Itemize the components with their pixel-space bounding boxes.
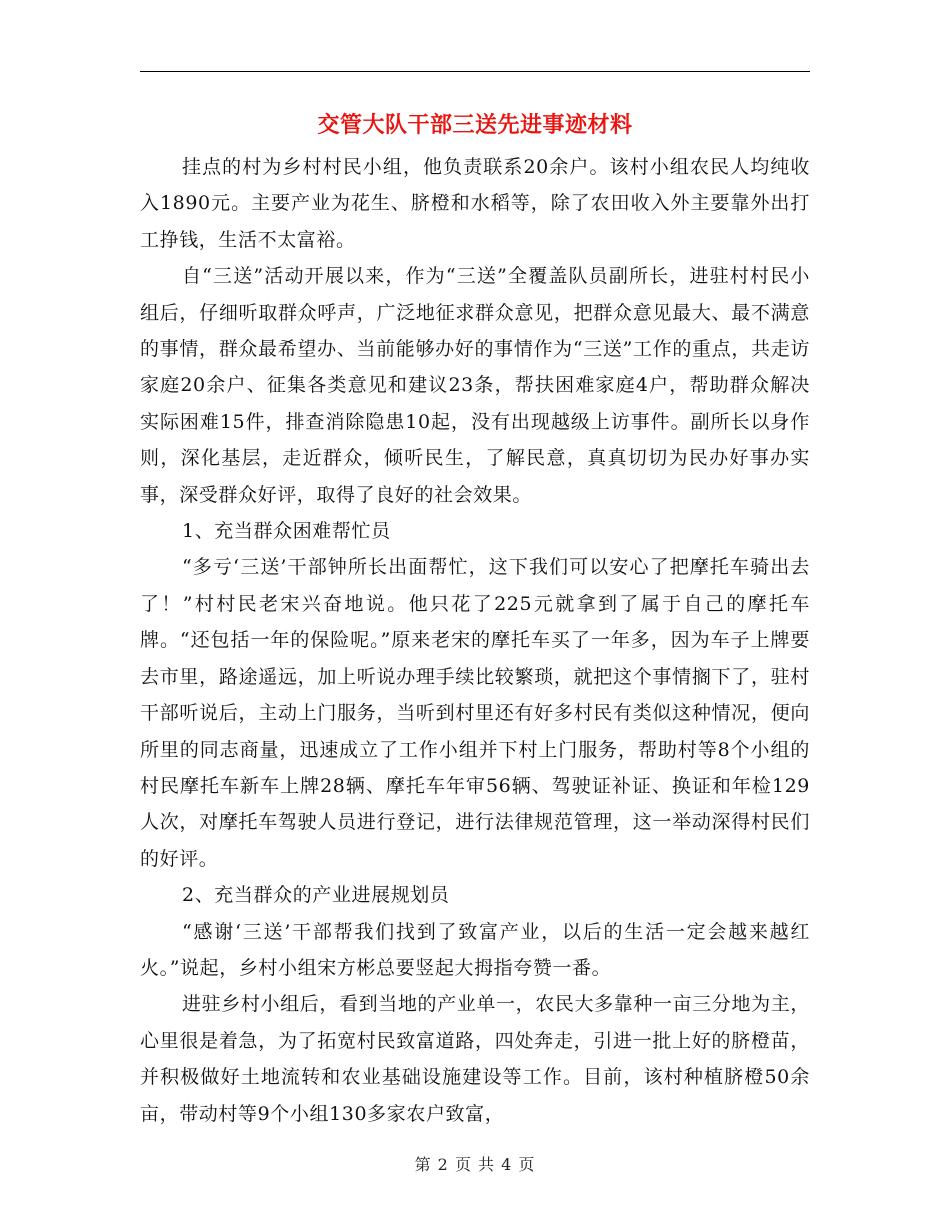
document-body	[140, 149, 810, 1132]
section-heading-helper: 1、充当群众困难帮忙员	[182, 520, 391, 543]
section-heading-industry-planner: 2、充当群众的产业进展规划员	[182, 884, 450, 907]
paragraph-village-overview: 挂点的村为乡村村民小组，他负责联系20余户。该村小组农民人均纯收入1890元。主要产业为花生、脐橙和水稻等，除了农田收入外主要靠外出打工挣钱，生活不太富裕。	[140, 156, 810, 251]
paragraph-motorcycle-plates: “多亏‘三送’干部钟所长出面帮忙，这下我们可以安心了把摩托车骑出去了！”村村民老宋兴奋地说。他只花了225元就拿到了属于自己的摩托车牌。“还包括一年的保险呢。”原来老宋的摩托车买了一年多，因为车子上牌要去市里，路途遥远，加上听说办理手续比较繁琐，就把这个事情搁下了，驻村干部听说后，主动上门服务，当听到村里还有好多村民有类似这种情况，便向所里的同志商量，迅速成立了工作小组并下村上门服务，帮助村等8个小组的村民摩托车新车上牌28辆、摩托车年审56辆、驾驶证补证、换证和年检129人次，对摩托车驾驶人员进行登记，进行法律规范管理，这一举动深得村民们的好评。	[140, 556, 810, 870]
header-rule	[140, 71, 810, 72]
paragraph-navel-orange: 进驻乡村小组后，看到当地的产业单一，农民大多靠种一亩三分地为主，心里很是着急，为了拓宽村民致富道路，四处奔走，引进一批上好的脐橙苗，并积极做好土地流转和农业基础设施建设等工作。目前，该村种植脐橙50余亩，带动村等9个小组130多家农户致富，	[140, 993, 810, 1125]
page-footer: 第 2 页 共 4 页	[414, 1155, 536, 1174]
paragraph-campaign-summary: 自“三送”活动开展以来，作为“三送”全覆盖队员副所长，进驻村村民小组后，仔细听取群众呼声，广泛地征求群众意见，把群众意见最大、最不满意的事情，群众最希望办、当前能够办好的事情作为“三送”工作的重点，共走访家庭20余户、征集各类意见和建议23条，帮扶困难家庭4户，帮助群众解决实际困难15件，排查消除隐患10起，没有出现越级上访事件。副所长以身作则，深化基层，走近群众，倾听民生，了解民意，真真切切为民办好事办实事，深受群众好评，取得了良好的社会效果。	[140, 265, 810, 506]
paragraph-villager-quote: “感谢‘三送’干部帮我们找到了致富产业，以后的生活一定会越来越红火。”说起，乡村小组宋方彬总要竖起大拇指夸赞一番。	[140, 920, 810, 979]
document-title: 交管大队干部三送先进事迹材料	[317, 113, 633, 138]
